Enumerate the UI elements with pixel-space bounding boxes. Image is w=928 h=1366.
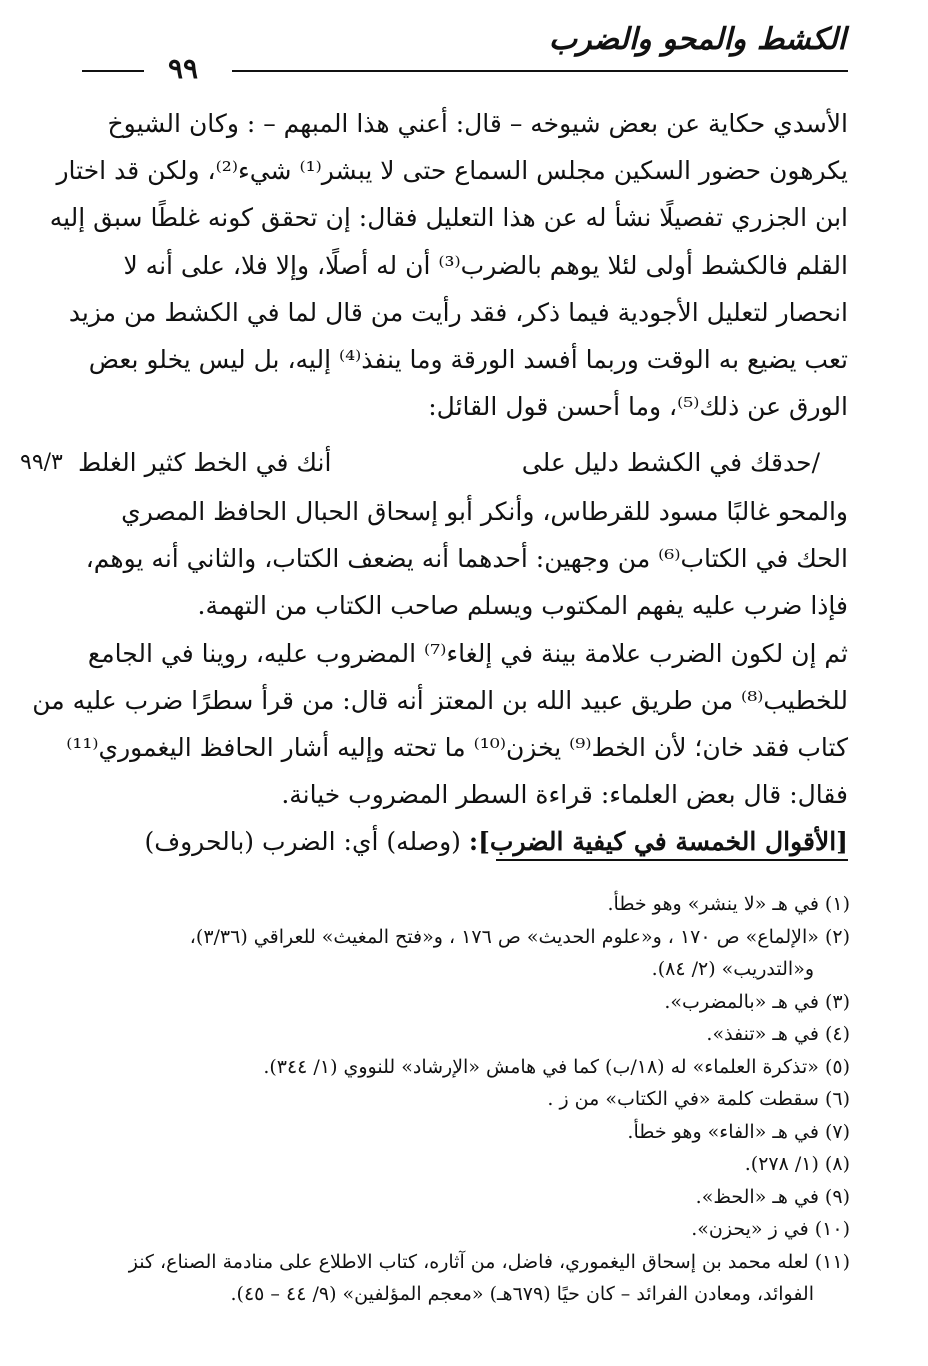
poem-verse xyxy=(78,440,820,486)
footnote: (١٠) في ز «يحزن». xyxy=(691,1218,850,1240)
footnote: (٣) في هـ «بالمضرب». xyxy=(664,990,850,1013)
footnote: (٤) في هـ «تنفذ». xyxy=(706,1023,850,1045)
text-line: يكرهون حضور السكين مجلس السماع حتى لا يبشر⁽¹⁾ شيء⁽²⁾، ولكن قد اختار xyxy=(56,156,848,186)
footnote-separator xyxy=(496,859,848,861)
text-line: والمحو غالبًا مسود للقرطاس، وأنكر أبو إسحاق الحبال الحافظ المصري xyxy=(121,497,848,526)
text-line: فإذا ضرب عليه يفهم المكتوب ويسلم صاحب الكتاب من التهمة. xyxy=(197,591,848,621)
footnote: (٩) في هـ «الحظ». xyxy=(695,1185,850,1208)
running-head: الكشط والمحو والضرب xyxy=(548,22,846,57)
footnote: (٢) «الإلماع» ص ١٧٠ ، و«علوم الحديث» ص ١٧٦ ، و«فتح المغيث» للعراقي (٣/٣٦)، xyxy=(189,925,850,948)
main-text-block xyxy=(49,100,848,430)
text-line: الحك في الكتاب⁽⁶⁾ من وجهين: أحدهما أنه يضعف الكتاب، والثاني أنه يوهم، xyxy=(85,544,848,574)
text-line: الورق عن ذلك⁽⁵⁾، وما أحسن قول القائل: xyxy=(428,392,848,422)
text-line: القلم فالكشط أولى لئلا يوهم بالضرب⁽³⁾ أن له أصلًا، وإلا فلا، على أنه لا xyxy=(123,250,848,280)
header-rule xyxy=(232,70,848,72)
text-line: ابن الجزري تفصيلًا نشأ له عن هذا التعليل فقال: إن تحقق كونه غلطًا سبق إليه xyxy=(49,203,848,233)
text-line: فقال: قال بعض العلماء: قراءة السطر المضروب خيانة. xyxy=(281,780,848,810)
section-heading: [الأقوال الخمسة في كيفية الضرب]: xyxy=(468,827,848,857)
footnote: (٨) (١/ ٢٧٨). xyxy=(744,1153,850,1175)
footnote: (١١) لعله محمد بن إسحاق اليغموري، فاضل، من آثاره، كتاب الاطلاع على منادمة الصناع، كنز xyxy=(128,1250,850,1273)
text-line: للخطيب⁽⁸⁾ من طريق عبيد الله بن المعتز أنه قال: من قرأ سطرًا ضرب عليه من xyxy=(32,685,848,715)
text-line: الأسدي حكاية عن بعض شيوخه – قال: أعني هذا المبهم – : وكان الشيوخ xyxy=(107,109,848,138)
poem-second-hemistich: أنك في الخط كثير الغلط xyxy=(78,448,332,477)
poem-first-hemistich: /حدقك في الكشط دليل على xyxy=(521,448,820,477)
manuscript-margin-reference: ٩٩/٣ xyxy=(20,450,63,475)
footnote: (١) في هـ «لا ينشر» وهو خطأ. xyxy=(607,893,850,915)
text-line: انحصار لتعليل الأجودية فيما ذكر، فقد رأيت من قال لما في الكشط من مزيد xyxy=(68,297,848,327)
footnote-continuation: الفوائد، ومعادن الفرائد – كان حيًا (٦٧٩هـ) «معجم المؤلفين» (٩/ ٤٤ – ٤٥). xyxy=(230,1283,814,1305)
text-line: تعب يضيع به الوقت وربما أفسد الورقة وما ينفذ⁽⁴⁾ إليه، بل ليس يخلو بعض xyxy=(88,345,848,375)
section-heading-rest: (وصله) أي: الضرب (بالحروف) xyxy=(144,827,461,857)
footnote: (٦) سقطت كلمة «في الكتاب» من ز . xyxy=(547,1088,850,1110)
footnotes-block xyxy=(80,888,850,1311)
page-number: ٩٩ xyxy=(168,52,199,85)
text-line: ثم إن لكون الضرب علامة بينة في إلغاء⁽⁷⁾ المضروب عليه، روينا في الجامع xyxy=(87,638,848,668)
main-text-block-continued xyxy=(32,488,848,866)
text-line: كتاب فقد خان؛ لأن الخط⁽⁹⁾ يخزن⁽¹⁰⁾ ما تحته وإليه أشار الحافظ اليغموري⁽¹¹⁾ xyxy=(66,733,848,763)
header-rule-short xyxy=(82,70,144,72)
footnote: (٧) في هـ «الفاء» وهو خطأ. xyxy=(627,1120,850,1143)
footnote: (٥) «تذكرة العلماء» له (١٨/ب) كما في هامش «الإرشاد» للنووي (١/ ٣٤٤). xyxy=(263,1055,850,1078)
footnote-continuation: و«التدريب» (٢/ ٨٤). xyxy=(651,958,814,980)
